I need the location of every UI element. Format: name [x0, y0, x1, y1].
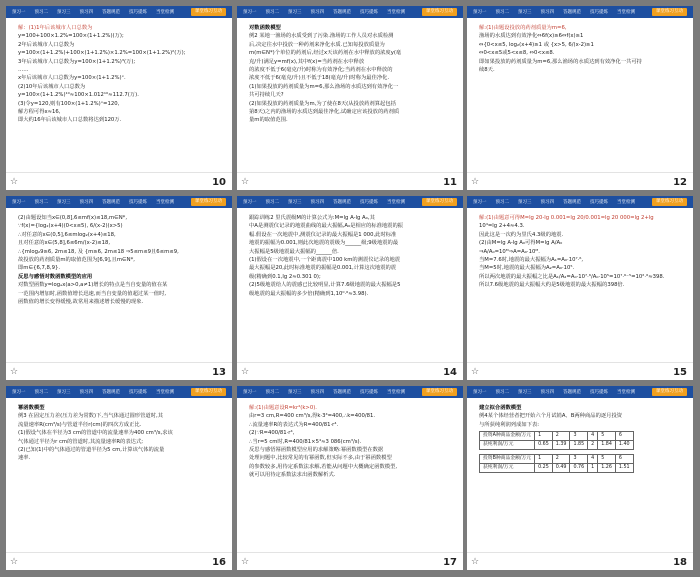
slide[interactable]	[467, 6, 693, 190]
slide-content	[249, 404, 451, 544]
text-line: 解:(1)由题意可得M=lg 20-lg 0.001=lg 20/0.001=lg 20 000=lg 2+lg	[479, 215, 654, 221]
nav-tab[interactable]: 预习三	[518, 200, 532, 205]
table-row	[480, 455, 634, 464]
nav-tab[interactable]: 预习四	[79, 10, 93, 15]
top-nav-bar	[6, 196, 232, 208]
nav-tab[interactable]: 预习二	[265, 200, 279, 205]
text-line: 且对任意的x∈(5,8],6≤6m/(x-2)≤18,	[18, 240, 111, 247]
nav-tab[interactable]: 技巧提炼	[360, 390, 378, 395]
table-cell: 6	[615, 432, 633, 441]
text-line: 大振幅是5级地震最大振幅的______倍.	[249, 248, 339, 255]
text-line: 速率.	[18, 455, 31, 462]
text-line: (2)由M=lg A-lg A₀可得M=lg A/A₀	[479, 240, 563, 247]
star-icon[interactable]: ☆	[241, 557, 250, 567]
slide[interactable]	[467, 196, 693, 380]
slide-number: 18	[673, 557, 687, 568]
table-cell: 1.85	[570, 441, 588, 450]
nav-tab[interactable]: 预习二	[34, 10, 48, 15]
nav-tab[interactable]: 技巧提炼	[360, 10, 378, 15]
nav-tab[interactable]: 预习二	[495, 200, 509, 205]
slide-number: 10	[212, 177, 226, 188]
nav-tab[interactable]: 预习三	[288, 390, 302, 395]
section-badge[interactable]: 课堂练习互动	[191, 8, 226, 16]
nav-tab[interactable]: 预习四	[79, 390, 93, 395]
text-line: (2)∵R=400/81·r⁴,	[249, 430, 295, 437]
slide-content	[479, 404, 681, 544]
text-line: 3年后该城市人口总数为y=100×(1+1.2%)³(万);	[18, 58, 136, 65]
section-badge[interactable]: 课堂练习互动	[652, 198, 687, 206]
slide[interactable]	[6, 6, 232, 190]
slide[interactable]	[237, 386, 463, 570]
slide[interactable]	[237, 6, 463, 190]
text-line: (1)假设在一次地震中,一个距离震中100 km的测震仪记录的地震	[249, 257, 401, 264]
text-line: ∴流量速率R的表达式为R=400/81·r⁴.	[249, 421, 339, 428]
slide-number: 14	[443, 367, 457, 378]
table-cell: 3	[570, 432, 588, 441]
text-line: 幅.假设在一次地震中,测震仪记录的最大振幅是1 000,此时标准	[249, 231, 397, 238]
nav-tab[interactable]: 答题规范	[563, 200, 581, 205]
table-cell: 0.49	[552, 464, 570, 473]
table-cell: 3	[570, 455, 588, 464]
nav-tab[interactable]: 预习一	[473, 200, 487, 205]
text-line: 2年后该城市人口总数为	[18, 41, 75, 48]
text-line: (2)5级地震给人的震感已比较明显,计算7.6级地震的最大振幅是5	[249, 282, 401, 289]
text-line: 当M=5时,地震的最大振幅为A₂=A₀·10⁵.	[479, 265, 575, 272]
text-line: 反思与感悟幂函数模型应用的求解策略:幂函数模型在数据	[249, 447, 384, 454]
star-icon[interactable]: ☆	[241, 367, 250, 377]
text-line: 后,决定往水中投放一种药剂来净化水质.已知每投放质量为	[249, 41, 385, 48]
nav-tab[interactable]: 当堂检测	[617, 10, 635, 15]
nav-tab[interactable]: 预习一	[12, 200, 26, 205]
text-line: (2)如果投放的药剂质量为m,为了使在8天(从投放药剂算起包括	[249, 100, 396, 107]
nav-tab[interactable]: 预习三	[57, 200, 71, 205]
section-badge[interactable]: 课堂练习互动	[191, 388, 226, 396]
star-icon[interactable]: ☆	[10, 367, 19, 377]
nav-tab[interactable]: 技巧提炼	[590, 200, 608, 205]
table-cell: 1.84	[598, 441, 616, 450]
nav-tab[interactable]: 预习一	[473, 390, 487, 395]
slide[interactable]	[6, 196, 232, 380]
star-icon[interactable]: ☆	[471, 557, 480, 567]
slide-footer	[467, 362, 693, 380]
text-line: 解:(1)由题设投放的药剂质量为m=6,	[479, 25, 567, 31]
nav-tab[interactable]: 预习一	[243, 200, 257, 205]
nav-tab[interactable]: 当堂检测	[156, 200, 174, 205]
text-line: y=100+100×1.2%=100×(1+1.2%)(万);	[18, 33, 124, 40]
nav-tab[interactable]: 预习四	[540, 200, 554, 205]
top-nav-bar	[237, 196, 463, 208]
nav-tab[interactable]: 当堂检测	[387, 200, 405, 205]
text-line: 克/升)满足y=mf(x),其中f(x)=当药剂在水中释放	[249, 58, 365, 65]
text-line: (3)令y=120,则有100×(1+1.2%)ˣ=120,	[18, 100, 120, 107]
text-line: (1)假设气体在半径为3 cm的管道中的流量速率为400 cm³/s,求该	[18, 430, 173, 437]
top-nav-bar	[467, 6, 693, 18]
nav-tab[interactable]: 预习一	[12, 10, 26, 15]
nav-tab[interactable]: 答题规范	[563, 390, 581, 395]
table-cell: 1	[535, 455, 553, 464]
text-line: 幂函数模型	[18, 405, 45, 411]
text-line: 第8天)之内的渔场的水质达到最佳净化,试确定应该投放的药剂质	[249, 109, 400, 116]
nav-tab[interactable]: 技巧提炼	[129, 390, 147, 395]
nav-tab[interactable]: 预习三	[518, 390, 532, 395]
table-cell: 0.76	[570, 464, 588, 473]
slide-content	[249, 24, 451, 164]
text-line: ∵f(x)={log₂(x+4)(0<x≤5), 6/(x-2)(x>5)	[18, 223, 123, 230]
nav-tab[interactable]: 预习二	[265, 10, 279, 15]
text-line: ⇒A/A₀=10ᴹ⇒A=A₀·10ᴹ.	[479, 248, 540, 255]
nav-tab[interactable]: 当堂检测	[617, 200, 635, 205]
table-cell: 1	[588, 464, 598, 473]
table-cell: 4	[588, 432, 598, 441]
nav-tab[interactable]: 预习二	[495, 390, 509, 395]
nav-tab[interactable]: 预习一	[243, 10, 257, 15]
nav-tab[interactable]: 预习二	[495, 10, 509, 15]
nav-tab[interactable]: 预习四	[79, 200, 93, 205]
slide-number: 12	[673, 177, 687, 188]
text-line: 故投放的药剂质量m的取值范围为[6,9],且m∈N*,	[18, 257, 135, 264]
text-line: (1)如果投放的药剂质量为m=6,那么渔场的水质达到有效净化一	[249, 83, 399, 90]
table-cell: 2	[552, 432, 570, 441]
slide-footer	[237, 362, 463, 380]
section-badge[interactable]: 课堂练习互动	[422, 388, 457, 396]
table-cell: 5	[598, 432, 616, 441]
slide-footer	[6, 362, 232, 380]
nav-tab[interactable]: 预习四	[310, 200, 324, 205]
nav-tab[interactable]: 预习一	[243, 390, 257, 395]
slide-number: 15	[673, 367, 687, 378]
text-line: 就可以用待定系数法求出函数解析式.	[249, 472, 336, 479]
text-line: 解方程可得x≈16,	[18, 109, 61, 116]
slide-footer	[467, 172, 693, 190]
text-line: 所以两次地震的最大振幅之比是A₁/A₂=A₀·10⁷·⁶/A₀·10⁵=10⁷·⁶⁻⁵=10²·⁶≈398.	[479, 273, 665, 280]
slide[interactable]	[6, 386, 232, 570]
text-line: 函数值的增长变得缓慢,故常用来描述增长缓慢的现象.	[18, 299, 144, 306]
text-line: 即如果投放的药剂质量为m=6,那么渔场的水质达到有效净化一共可持	[479, 58, 642, 65]
text-line: 即大约16年后该城市人口总数将达到120万.	[18, 117, 122, 124]
text-line: 渔场的水质达到有效净化⇔6f(x)≥6⇔f(x)≥1	[479, 33, 584, 40]
top-nav-bar	[467, 386, 693, 398]
text-line: ⇔{0<x≤5, log₂(x+4)≥1 或 {x>5, 6/(x-2)≥1	[479, 41, 594, 48]
table-cell: 2	[588, 441, 598, 450]
text-line: 解：(1)1年后该城市人口总数为	[18, 25, 93, 31]
text-line: 处理问题中,比较常见的有幂函数,但实际不多,由于幂函数模型	[249, 455, 392, 462]
text-line: 10⁴=lg 2+4≈4.3.	[479, 223, 525, 230]
nav-tab[interactable]: 当堂检测	[387, 390, 405, 395]
nav-tab[interactable]: 答题规范	[102, 10, 120, 15]
slide-content	[479, 24, 681, 164]
text-line: 的参数较多,用待定系数法求解,若能从问题中大概确定函数模型,	[249, 463, 398, 470]
table-cell: 1	[535, 432, 553, 441]
top-nav-bar	[237, 386, 463, 398]
nav-tab[interactable]: 技巧提炼	[590, 10, 608, 15]
nav-tab[interactable]: 技巧提炼	[360, 200, 378, 205]
nav-tab[interactable]: 当堂检测	[156, 390, 174, 395]
nav-tab[interactable]: 预习四	[540, 10, 554, 15]
slide-number: 17	[443, 557, 457, 568]
text-line: 例2 某地一渔场的水质受到了污染.渔场的工作人员对水质检测	[249, 33, 394, 40]
data-table	[479, 431, 634, 450]
text-line: 跟踪训练2 里氏震级M的计算公式为:M=lg A-lg A₀,其	[249, 215, 375, 221]
star-icon[interactable]: ☆	[241, 177, 250, 187]
top-nav-bar	[6, 386, 232, 398]
text-line: 即m∈{6,7,8,9}.	[18, 265, 61, 272]
text-line: y=100×(1+1.2%)¹⁰≈100×1.012¹⁰≈112.7(万).	[18, 92, 139, 99]
text-line: 例4某个体经营者把开始六个月试销A、B两种商品的逐月投资	[479, 413, 623, 420]
section-badge[interactable]: 课堂练习互动	[422, 198, 457, 206]
table-cell: 投资B种商品金额/万元	[480, 455, 535, 464]
table-cell: 0.65	[535, 441, 553, 450]
text-line: y=100×(1+1.2%)+100×(1+1.2%)×1.2%=100×(1+1.2%)²(万);	[18, 50, 186, 57]
table-row	[480, 441, 634, 450]
text-line: 对数型函数y=logₐx(a>0,a≠1)增长的特点是当自变量的值在某	[18, 282, 168, 289]
top-nav-bar	[467, 196, 693, 208]
text-line: 级(精确到0.1,lg 2≈0.301 0);	[249, 273, 321, 280]
text-line: 由r=3 cm,R=400 cm³/s,得k·3⁴=400,∴k=400/81.	[249, 413, 376, 420]
slide-footer	[467, 552, 693, 570]
text-line: 量m的取值范围.	[249, 117, 288, 124]
slide[interactable]	[237, 196, 463, 380]
slide[interactable]	[467, 386, 693, 570]
data-table	[479, 454, 634, 473]
table-cell: 获纯利润/万元	[480, 464, 535, 473]
nav-tab[interactable]: 技巧提炼	[129, 10, 147, 15]
star-icon[interactable]: ☆	[10, 177, 19, 187]
table-cell: 6	[615, 455, 633, 464]
table-cell: 获纯利润/万元	[480, 441, 535, 450]
text-line: 续8天.	[479, 67, 495, 74]
nav-tab[interactable]: 答题规范	[102, 390, 120, 395]
slide-footer	[237, 552, 463, 570]
slide-number: 11	[443, 177, 457, 188]
nav-tab[interactable]: 技巧提炼	[129, 200, 147, 205]
nav-tab[interactable]: 预习四	[310, 10, 324, 15]
section-badge[interactable]: 课堂练习互动	[191, 198, 226, 206]
star-icon[interactable]: ☆	[471, 177, 480, 187]
slide-footer	[6, 552, 232, 570]
slide-content	[18, 24, 220, 164]
text-line: m(m∈N*)个单位的药剂后,经过x天该药剂在水中释放的浓度y(毫	[249, 50, 402, 57]
nav-tab[interactable]: 预习四	[540, 390, 554, 395]
slide-content	[249, 214, 451, 354]
text-line: ∴{mlog₂9≥6, 2m≤18, 及 {m≥6, 2m≤18 ⇒5≤m≤9且6≤m≤9,	[18, 248, 179, 255]
text-line: 反思与感悟对数函数模型的应用	[18, 273, 93, 280]
nav-tab[interactable]: 当堂检测	[617, 390, 635, 395]
text-line: 因此这是一次约为里氏4.3级的地震.	[479, 231, 564, 238]
text-line: 所以7.6级地震的最大振幅大约是5级地震的最大振幅的398倍.	[479, 282, 625, 289]
nav-tab[interactable]: 预习二	[265, 390, 279, 395]
text-line: 气体通过半径为r cm的管道时,其流量速率R的表达式;	[18, 438, 144, 445]
nav-tab[interactable]: 预习三	[57, 10, 71, 15]
text-line: 对数函数模型	[249, 25, 281, 31]
section-badge[interactable]: 课堂练习互动	[422, 8, 457, 16]
text-line: 流量速率R(cm³/s)与管道半径r(cm)的四次方成正比.	[18, 421, 142, 428]
table-row	[480, 432, 634, 441]
text-line: 建立拟合函数模型	[479, 405, 522, 411]
star-icon[interactable]: ☆	[471, 367, 480, 377]
slide-footer	[237, 172, 463, 190]
text-line: ∴对任意的x∈(0,5],6≤mlog₂(x+4)≤18,	[18, 231, 116, 238]
text-line: ⇔0<x≤5或5<x≤8, ⇔0<x≤8.	[479, 50, 555, 57]
text-line: 共可持续几天?	[249, 92, 284, 99]
nav-tab[interactable]: 预习四	[310, 390, 324, 395]
table-cell: 2	[552, 455, 570, 464]
text-line: ……	[18, 67, 29, 74]
text-line: 解:(1)由题意设R=kr⁴(k>0).	[249, 405, 317, 411]
table-row	[480, 464, 634, 473]
nav-tab[interactable]: 预习二	[34, 200, 48, 205]
text-line: 中A是测震仪记录的地震曲线的最大振幅,A₀是相应的标准地震的振	[249, 223, 404, 230]
text-line: x年后该城市人口总数为y=100×(1+1.2%)ˣ.	[18, 75, 126, 82]
text-line: (2)10年后该城市人口总数为	[18, 83, 86, 90]
table-cell: 1.39	[552, 441, 570, 450]
table-cell: 4	[588, 455, 598, 464]
text-line: (2)由题设知当x∈(0,8],6≤mf(x)≤18,m∈N*,	[18, 215, 128, 221]
text-line: 例3 在固定压力差(压力差为常数)下,当气体通过圆形管道时,其	[18, 413, 163, 420]
table-cell: 5	[598, 455, 616, 464]
table-cell: 1.51	[615, 464, 633, 473]
nav-tab[interactable]: 答题规范	[563, 10, 581, 15]
text-line: 当M=7.6时,地震的最大振幅为A₁=A₀·10⁷·⁶,	[479, 257, 584, 264]
table-cell: 1.40	[615, 441, 633, 450]
nav-tab[interactable]: 答题规范	[102, 200, 120, 205]
top-nav-bar	[6, 6, 232, 18]
slide-footer	[6, 172, 232, 190]
text-line: 浓度不低于6(毫克/升)且不低于18(毫克/升)时称为最佳净化.	[249, 75, 390, 82]
nav-tab[interactable]: 答题规范	[333, 200, 351, 205]
text-line: 地震的振幅为0.001,则此次地震的震级为______级;9级地震的最	[249, 240, 399, 247]
nav-tab[interactable]: 预习二	[34, 390, 48, 395]
top-nav-bar	[237, 6, 463, 18]
slide-content	[479, 214, 681, 354]
section-badge[interactable]: 课堂练习互动	[652, 388, 687, 396]
nav-tab[interactable]: 当堂检测	[387, 10, 405, 15]
nav-tab[interactable]: 预习一	[473, 10, 487, 15]
text-line: 级地震的最大振幅的多少倍(精确到1,10⁰·⁶≈3.98).	[249, 290, 369, 297]
text-line: ∴当r=5 cm时,R=400/81×5⁴≈3 086(cm³/s).	[249, 438, 362, 445]
star-icon[interactable]: ☆	[10, 557, 19, 567]
nav-tab[interactable]: 答题规范	[333, 10, 351, 15]
text-line: (2)已知(1)中的气体通过的管道半径为5 cm,计算该气体的流量	[18, 447, 165, 454]
slide-number: 16	[212, 557, 226, 568]
nav-tab[interactable]: 当堂检测	[156, 10, 174, 15]
nav-tab[interactable]: 技巧提炼	[590, 390, 608, 395]
nav-tab[interactable]: 预习三	[518, 10, 532, 15]
table-cell: 1.26	[598, 464, 616, 473]
nav-tab[interactable]: 预习三	[288, 10, 302, 15]
nav-tab[interactable]: 预习一	[12, 390, 26, 395]
section-badge[interactable]: 课堂练习互动	[652, 8, 687, 16]
table-cell: 投资A种商品金额/万元	[480, 432, 535, 441]
slide-number: 13	[212, 367, 226, 378]
text-line: 的浓度不低于6(毫克/升)时称为有效净化;当药剂在水中释放的	[249, 67, 393, 74]
nav-tab[interactable]: 答题规范	[333, 390, 351, 395]
table-cell: 0.25	[535, 464, 553, 473]
text-line: 与所获纯利润列成如下表:	[479, 421, 540, 428]
text-line: 一范围内增加时,函数值增长迅速,而当自变量的值超过某一值时,	[18, 290, 167, 297]
nav-tab[interactable]: 预习三	[57, 390, 71, 395]
slide-content	[18, 214, 220, 354]
slide-content	[18, 404, 220, 544]
nav-tab[interactable]: 预习三	[288, 200, 302, 205]
text-line: 最大振幅是20,此时标准地震的振幅是0.001,计算这次地震的震	[249, 265, 397, 272]
